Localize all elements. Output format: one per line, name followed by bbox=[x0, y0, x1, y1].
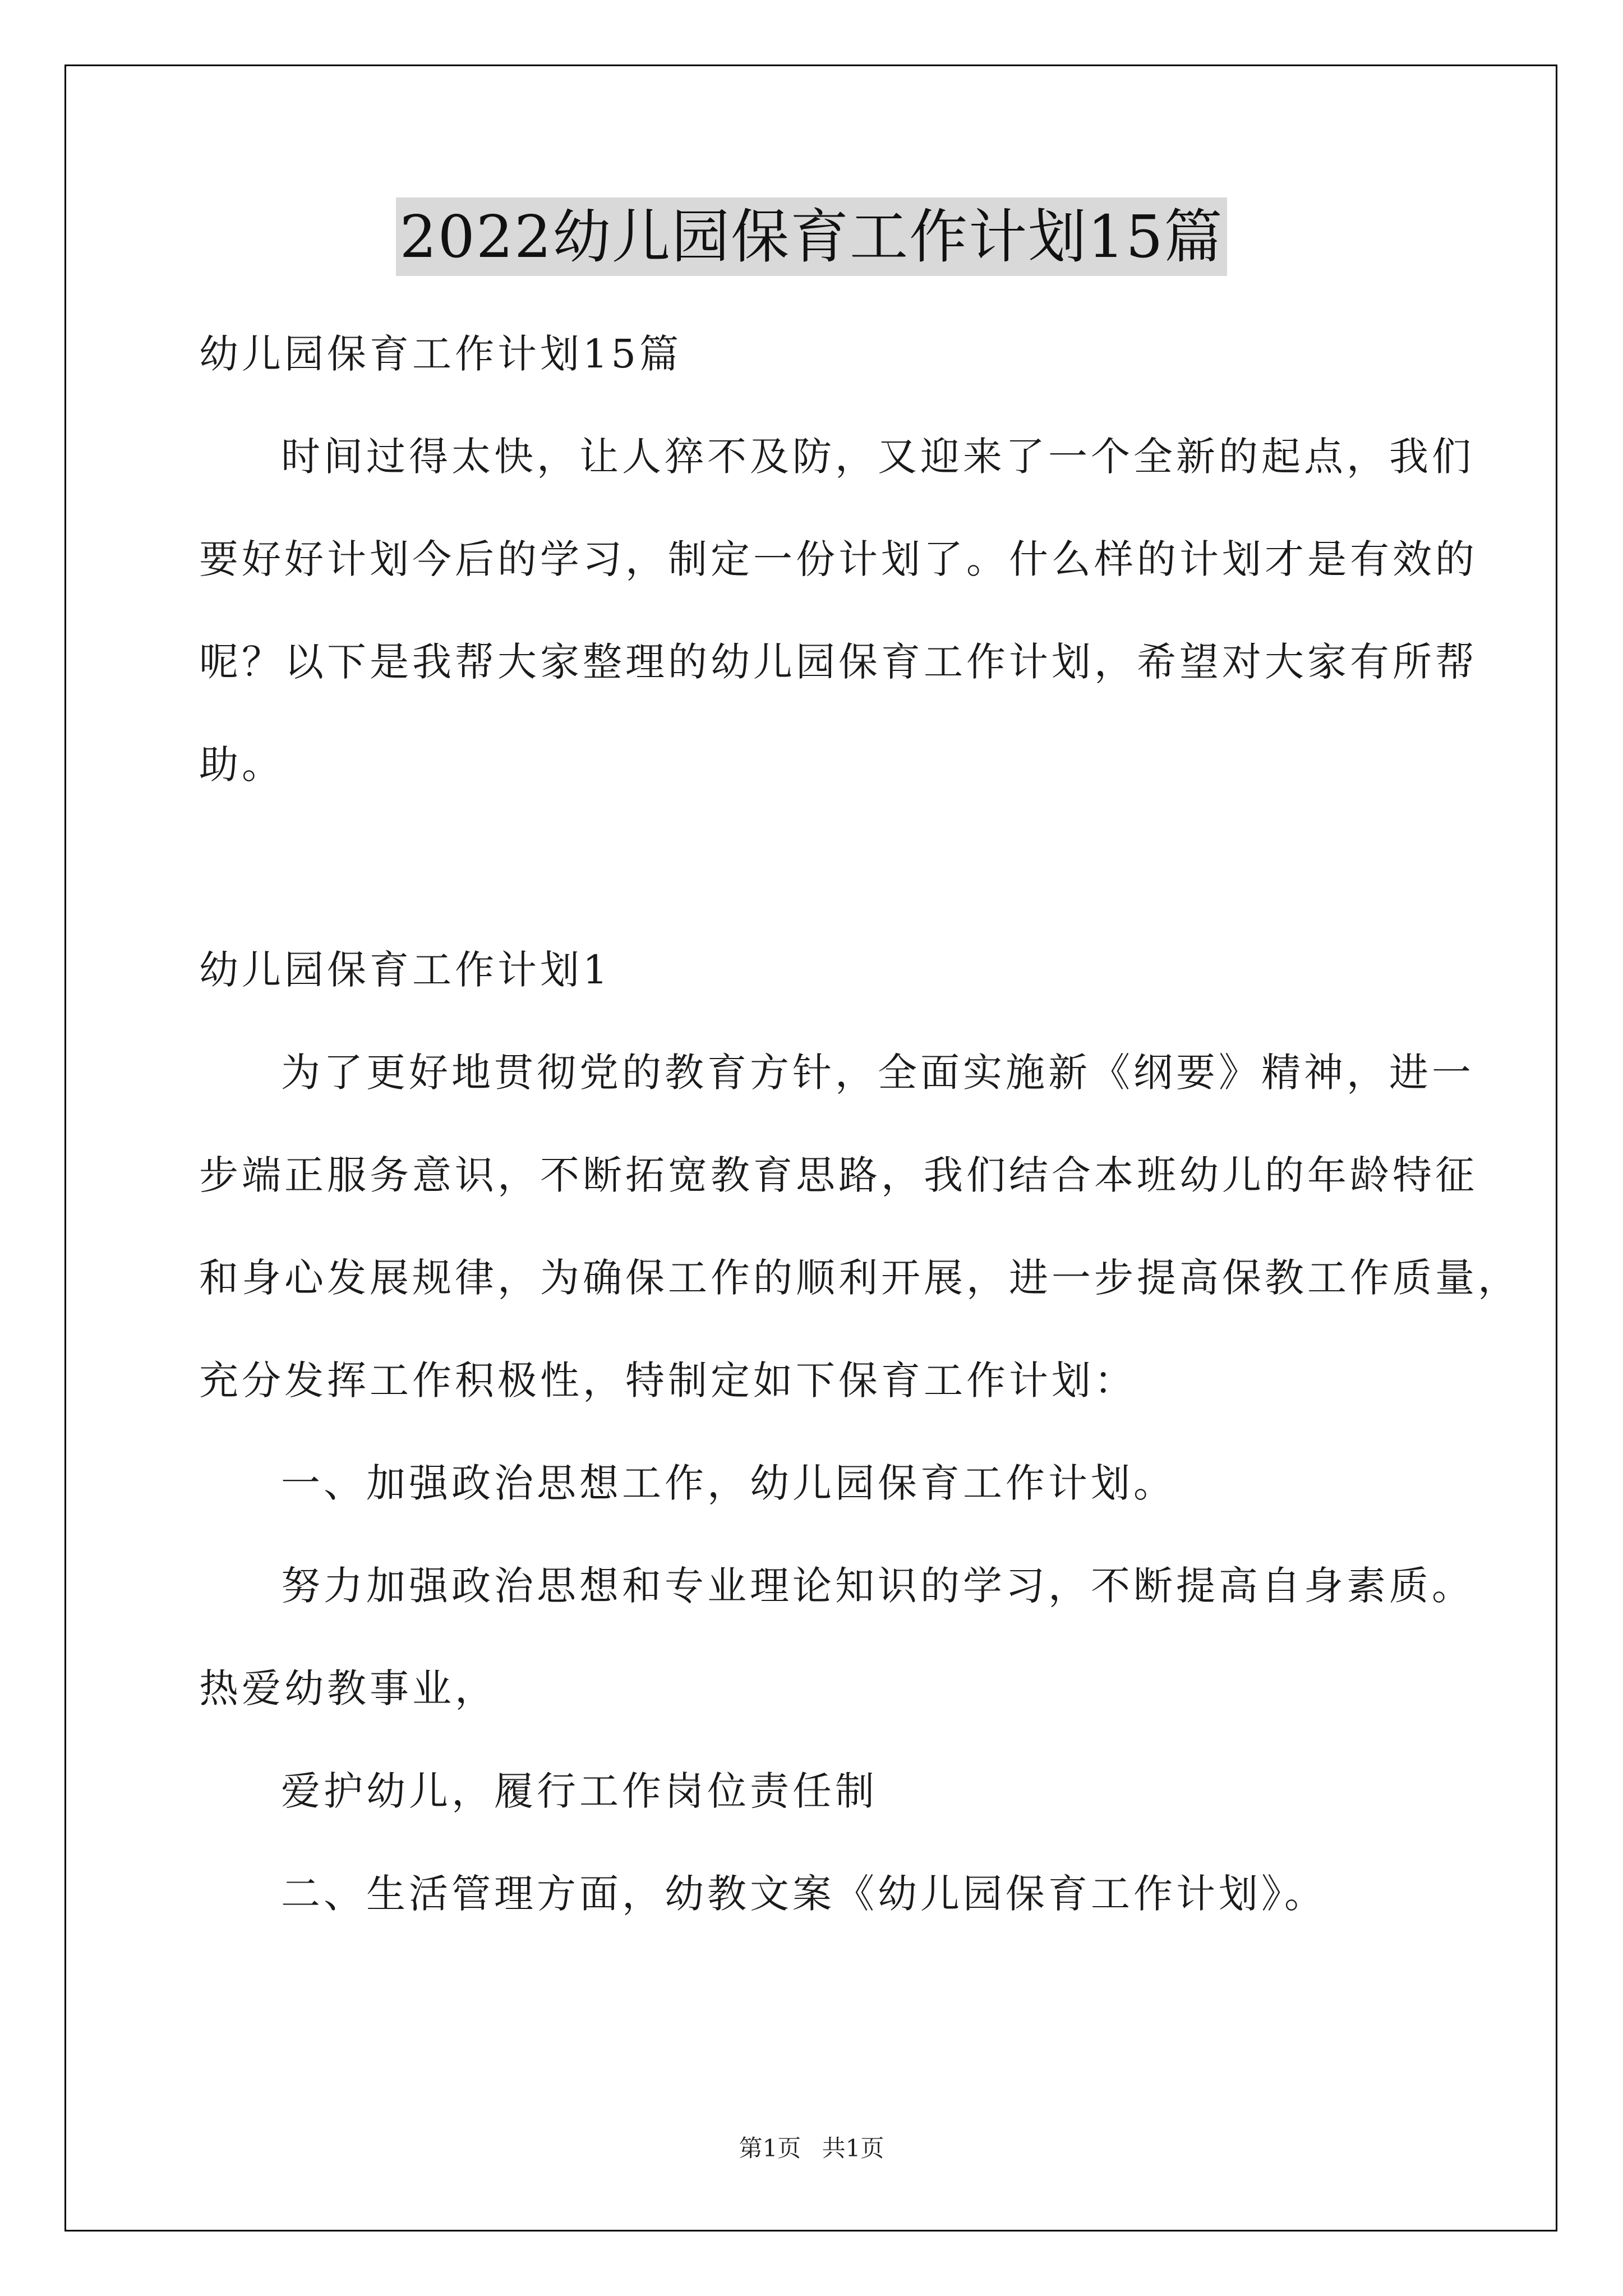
body-line: 要好好计划今后的学习，制定一份计划了。什么样的计划才是有效的 bbox=[199, 536, 1478, 582]
page-total: 共1页 bbox=[822, 2134, 884, 2162]
document-title: 2022幼儿园保育工作计划15篇 bbox=[396, 197, 1227, 276]
body-line: 二、生活管理方面，幼教文案《幼儿园保育工作计划》。 bbox=[281, 1871, 1327, 1917]
body-line: 爱护幼儿，履行工作岗位责任制 bbox=[281, 1768, 878, 1814]
body-line: 和身心发展规律，为确保工作的顺利开展，进一步提高保教工作质量， bbox=[199, 1255, 1520, 1301]
body-line: 幼儿园保育工作计划15篇 bbox=[199, 331, 683, 377]
body-line: 步端正服务意识，不断拓宽教育思路，我们结合本班幼儿的年龄特征 bbox=[199, 1152, 1478, 1198]
document-body bbox=[199, 303, 1520, 1945]
body-line: 为了更好地贯彻党的教育方针，全面实施新《纲要》精神，进一 bbox=[281, 1050, 1474, 1096]
paragraph-gap bbox=[199, 816, 1433, 919]
title-container bbox=[0, 197, 1623, 276]
page-number: 第1页 bbox=[739, 2134, 801, 2162]
body-line: 热爱幼教事业， bbox=[199, 1665, 497, 1711]
body-line: 助。 bbox=[199, 742, 284, 788]
body-line: 一、加强政治思想工作，幼儿园保育工作计划。 bbox=[281, 1460, 1176, 1506]
body-line: 呢？以下是我帮大家整理的幼儿园保育工作计划，希望对大家有所帮 bbox=[199, 639, 1478, 685]
page-footer bbox=[0, 2132, 1623, 2165]
section-heading: 幼儿园保育工作计划1 bbox=[199, 947, 611, 993]
body-line: 充分发挥工作积极性，特制定如下保育工作计划： bbox=[199, 1358, 1137, 1404]
body-line: 时间过得太快，让人猝不及防，又迎来了一个全新的起点，我们 bbox=[281, 434, 1474, 480]
body-line: 努力加强政治思想和专业理论知识的学习，不断提高自身素质。 bbox=[281, 1563, 1474, 1609]
